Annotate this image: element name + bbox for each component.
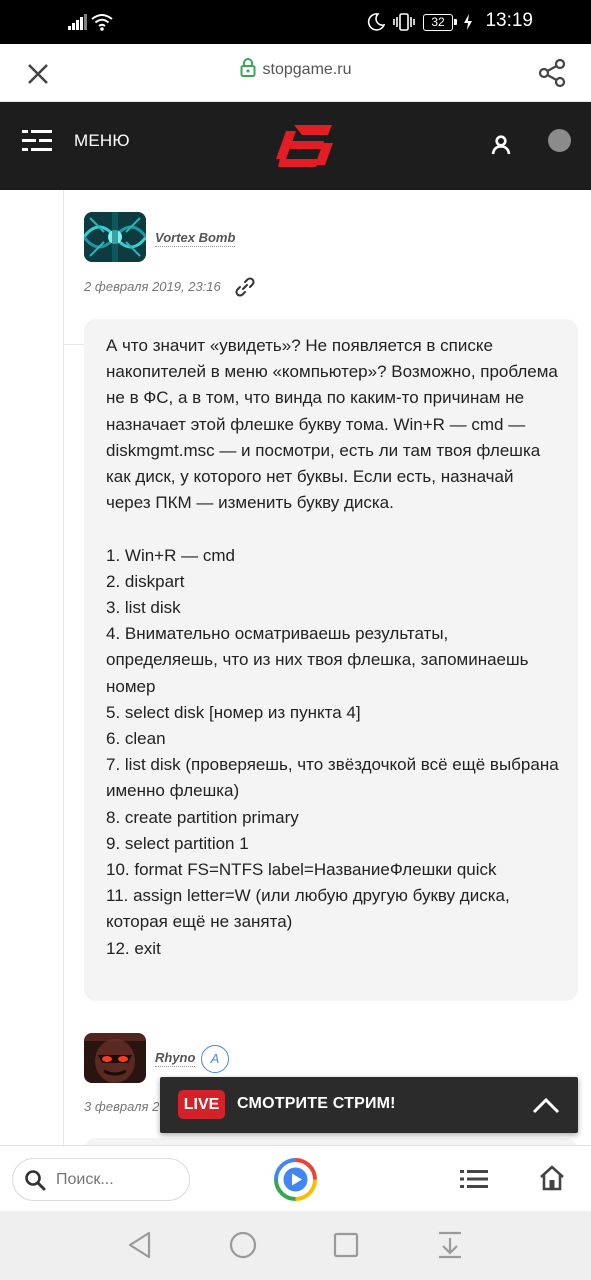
back-icon[interactable]	[127, 1231, 153, 1259]
recent-apps-icon[interactable]	[333, 1232, 359, 1258]
comment-date: 3 февраля 2	[84, 1099, 160, 1114]
domain-text: stopgame.ru	[262, 61, 352, 78]
user-icon[interactable]	[489, 133, 513, 157]
menu-icon	[22, 129, 52, 153]
share-icon[interactable]	[537, 58, 567, 88]
admin-badge: A	[201, 1045, 229, 1073]
google-assistant-icon[interactable]	[274, 1158, 317, 1201]
charging-icon	[463, 14, 473, 30]
browser-bottom-bar	[0, 1145, 591, 1211]
thread-connector	[63, 344, 85, 345]
url-bar	[0, 44, 591, 102]
tabs-list-icon[interactable]	[460, 1169, 488, 1189]
avatar[interactable]	[84, 212, 146, 262]
avatar[interactable]	[84, 1033, 146, 1083]
link-icon[interactable]	[234, 276, 256, 298]
comment-text: А что значит «увидеть»? Не появляется в списке накопителей в меню «компьютер»? Возможно, проблема не в ФС, а в том, что винда по каким-то причинам не назначает этой флешке букву тома. Win+R — cmd — diskmgmt.msc — и посмотри, есть ли там твоя флешка как диск, у которого нет буквы. Если есть, назначай через ПКМ — изменить букву диска. 1. Win+R — cmd 2. diskpart 3. list disk 4. Внимательно осматриваешь результаты, определяешь, что из них твоя флешка, запоминаешь номер 5. select disk [номер из пункта 4] 6. clean 7. list disk (проверяешь, что звёздочкой всё ещё выбрана именно флешка) 8. create partition primary 9. select partition 1 10. format FS=NTFS label=НазваниеФлешки quick 11. assign letter=W (или любую другую букву диска, которая ещё не занята) 12. exit	[106, 336, 559, 958]
vibrate-icon	[393, 12, 415, 32]
home-circle-icon[interactable]	[229, 1231, 257, 1259]
wifi-icon	[91, 12, 113, 32]
comment-header	[84, 1033, 196, 1083]
notification-pull-icon[interactable]	[436, 1230, 464, 1260]
comment-body	[84, 319, 578, 1001]
notification-avatar[interactable]	[548, 129, 571, 152]
thread-line	[63, 190, 64, 1145]
live-badge: LIVE	[178, 1090, 225, 1119]
search-input[interactable]	[56, 1171, 176, 1189]
chevron-up-icon[interactable]	[531, 1093, 561, 1117]
search-icon	[24, 1169, 46, 1191]
lock-icon	[240, 58, 256, 77]
menu-button[interactable]	[22, 127, 130, 155]
live-stream-banner[interactable]	[160, 1077, 578, 1133]
menu-label: МЕНЮ	[74, 131, 130, 150]
author-name[interactable]: Rhyno	[155, 1050, 196, 1065]
home-icon[interactable]	[539, 1165, 565, 1191]
comment-date: 2 февраля 2019, 23:16	[84, 279, 221, 294]
address-field[interactable]	[0, 61, 591, 79]
moon-icon	[367, 13, 385, 31]
comment-header	[84, 212, 236, 262]
author-name[interactable]: Vortex Bomb	[155, 230, 236, 245]
stopgame-logo[interactable]	[276, 121, 334, 171]
site-header	[0, 102, 591, 190]
live-banner-text: СМОТРИТЕ СТРИМ!	[237, 1095, 396, 1112]
signal-icon	[68, 14, 86, 30]
clock: 13:19	[485, 10, 533, 31]
search-box[interactable]	[12, 1158, 190, 1201]
system-nav-bar	[0, 1211, 591, 1280]
battery-icon: 32	[423, 14, 453, 31]
status-bar	[0, 0, 591, 44]
